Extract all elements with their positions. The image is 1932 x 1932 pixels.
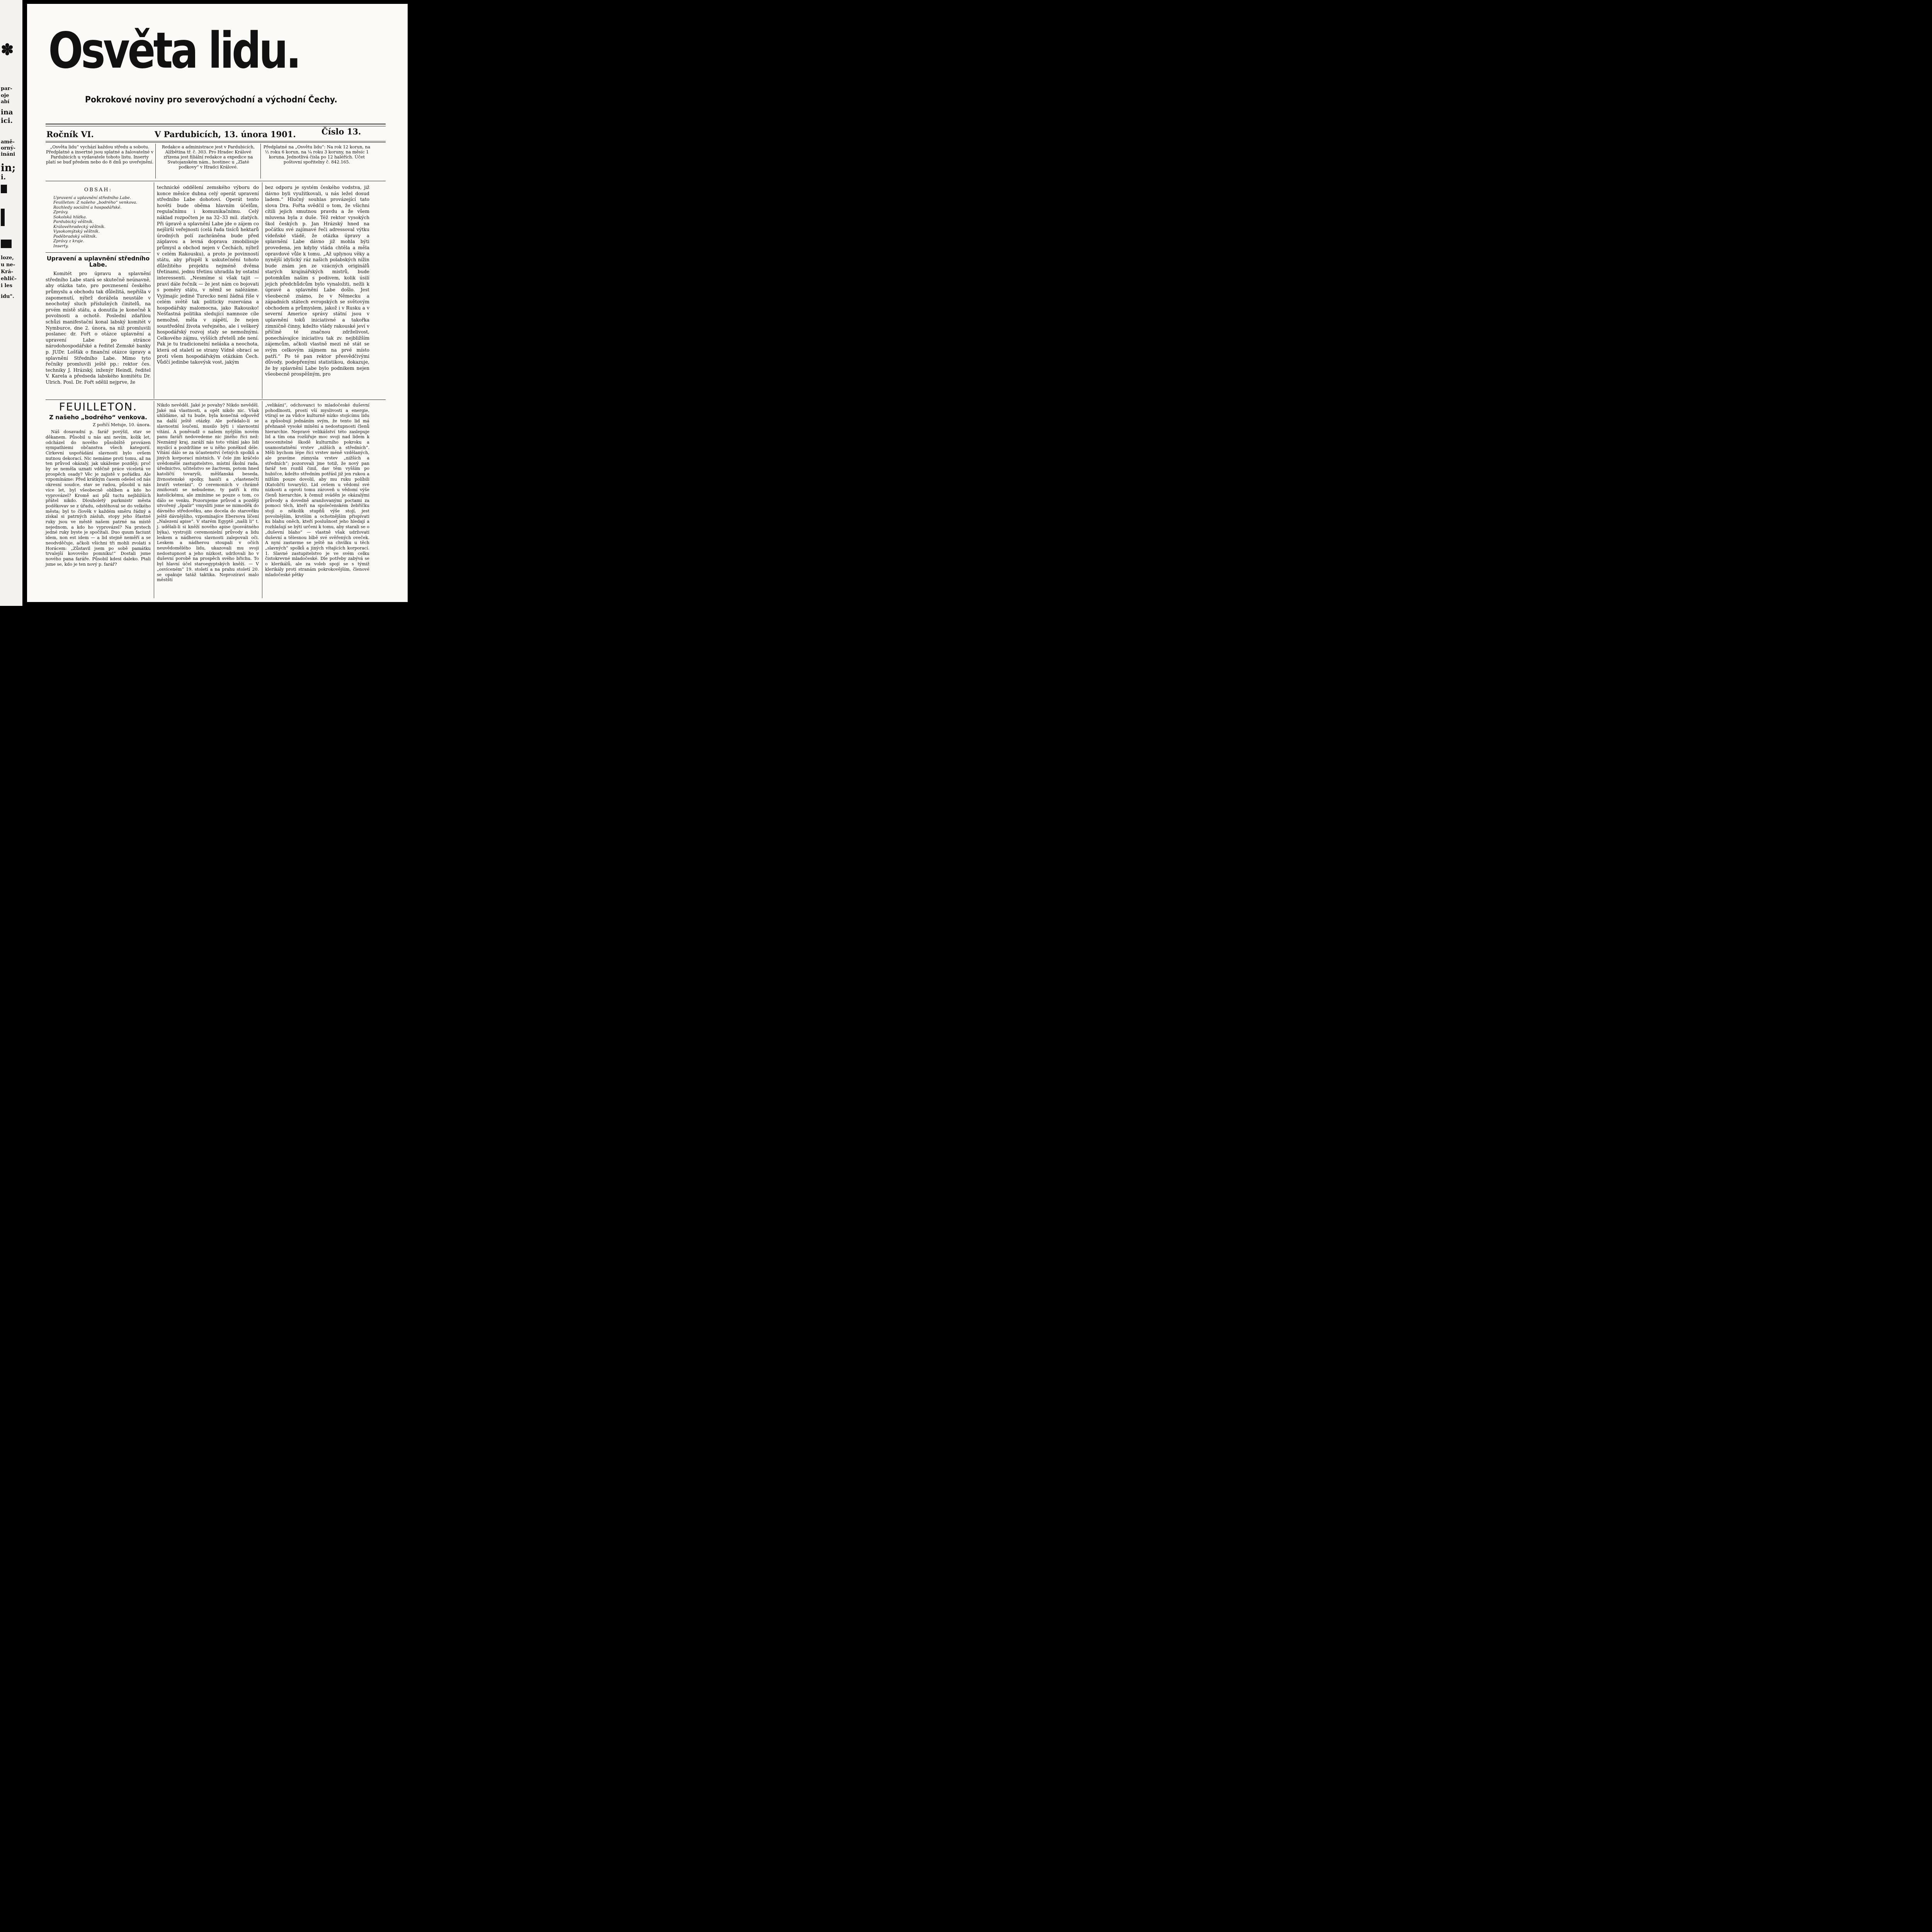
- place-date: V Pardubicích, 13. února 1901.: [155, 129, 296, 139]
- contents-item[interactable]: Sokolská hlídka.: [53, 214, 87, 219]
- edge-fragment: oje: [1, 93, 9, 99]
- edge-fragment: i les: [1, 283, 12, 289]
- edge-fragment: par-: [1, 86, 12, 92]
- edge-fragment: ici.: [1, 117, 13, 125]
- article-column-1: [46, 185, 151, 386]
- newspaper-page: [27, 4, 408, 602]
- article-paragraph: technické oddělení zemského výboru do konce měsíce dubna celý operát upravení středního Labe dohotoví. Operát tento hověti bude oběma hlavním účelům, regulačnímu i komunikačnímu. Celý náklad rozpočten je na 32–33 mil. zlatých. Při úpravě a splavnění Labe jde o zájem co nejširší veřejnosti (celá řada tisíců hektarů úrodných polí zachráněna bude před záplavou a levná doprava zmobilisuje průmysl a obchod nejen v Čechách, nýbrž v celém Rakousku), a proto je povinností státu, aby přispěl k uskutečnění tohoto důležitého projektu nejméně dvěma třetinami, jednu třetinu uhradila by ostatní interessenti. „Nesmíme si však tajit — praví dále řečník — že jest nám co bojovati s poměry státu, v němž se nalézáme. Vyjímajíc jediné Turecko není žádná říše v celém světě tak politicky rozervána a hospodářsky malomocna, jako Rakousko! Nešťastná politika sledující namnoze cíle nemožné, měla v zápětí, že nejen soustředění života veřejného, ale i veškerý hospodářský rozvoj staly se nemožnými. Celkového zájmu, vyšších zřetelů zde není. Pak je tu tradicionelní neláska a neochota, která od staletí se strany Vídně obrací se proti všem hospodářským otázkám Čech. Vůdčí jedinbe takovýsk vost, jakým: [157, 185, 259, 365]
- article-paragraph: Komitét pro úpravu a splavnění středního Labe stará se skutečně neúnavně, aby otázka tato, pro povznesení českého průmyslu a obchodu tak důležitá, nepřišla v zapomenutí, nýbrž dorážela neustále v neochotný sluch příslušných činitelů, na prvém místě státu, a donutila je konečně k povolnosti a ochotě. Poslední zdařilou schůzi manifestační konal labský komitét v Nymburce, dne 2. února, na níž promluvili poslanec dr. Fořt o otázce uplavnění a upravení Labe po stránce národohospodářské a ředitel Zemské banky p. JUDr. Lošťák o finanční otázce úpravy a splavnění Středního Labe. Mimo tyto řečníky promluvili ještě pp.: rektor čes. techniky J. Hrázský, inženýr Heindl, ředitel V. Karela a předseda labského komitétu Dr. Ulrich. Posl. Dr. Fořt sdělil nejprve, že: [46, 271, 151, 385]
- article-column-3: [265, 185, 369, 378]
- divider: [46, 252, 151, 253]
- editorial-office-info: Redakce a administrace jest v Pardubicích, Alžbětina tř. č. 303. Pro Hradec Králové zřízena jest filiální redakce a expedice na Svatojanském nám., hostinec u „Zlaté podkovy“ v Hradci Králové.: [162, 145, 255, 170]
- edge-fragment: amě-: [1, 139, 15, 145]
- divider: [155, 144, 156, 179]
- newspaper-subtitle: Pokrokové noviny pro severovýchodní a východní Čechy.: [85, 95, 337, 105]
- divider: [260, 144, 261, 179]
- issue-number: Číslo 13.: [321, 127, 361, 136]
- edge-fragment: ina: [1, 108, 13, 116]
- edge-fragment: ehlič-: [1, 276, 17, 282]
- article-paragraph: bez odporu je systém českého vodstva, již dávno byli využitkovali, u nás ležel dosud ladem.“ Hlučný souhlas provázející tato slova Dra. Fořta svědčil o tom, že všichni cítili jejich smutnou pravdu a že všem mluvena byla z duše. Též rektor vysokých škol českých p. Jan Hrázský hned na počátku své zajímavé řeči adressoval výtku vídeňské vládě, že otázka úpravy a splavnění Labe dávno již mohla býti provedena, jen kdyby vláda chtěla a měla opravdové vůle k tomu. „Až uplynou věky a nynější idylický ráz našich polabských nížin bude znám jen ze vzácných originálů starých krajinářských mistrů, bude potomkům našim s podivem, kolik úsilí jejich předchůdcům bylo vynaložiti, nežli k úpravě a splavnění Labe došlo. Jest všeobecně známo, že v Německu a západních státech evropských se světovým obchodem a průmyslem, jakož i v Rusku a v severní Americe správy státní jsou v uplavnění toků iniciativné a takořka zimničně činny, kdežto vlády rakouské jeví v příčině té značnou zdrželivost, ponechávajíce iniciativu tak zv. nejbližším zájemcům, ačkoli vlastně mezi ně stát se svým celkovým zájmem na prvé místo patří.“ Po té pan rektor přesvědčivými důvody, podepřenými statistikou, dokazuje, že by splavnění Labe bylo podnikem nejen všeobecně prospěšným, pro: [265, 185, 369, 377]
- contents-item[interactable]: Inserty.: [53, 243, 69, 248]
- feuilleton-column-2: [157, 403, 259, 583]
- subscription-info: Předplatné na „Osvětu lidu“: Na rok 12 korun, na ½ roku 6 korun, na ¼ roku 3 koruny, na měsíc 1 koruna. Jednotlivá čísla po 12 haléřích. Účet poštovní spořitelny č. 842.165.: [263, 145, 371, 165]
- edge-fragment: u ne-: [1, 262, 15, 268]
- edge-block: [1, 185, 7, 193]
- feuilleton-paragraph: „velikáni“, odchovanci to mladočeské duševní pohodlnosti, prostí vší myslivosti a energie, vtírají se za vůdce kulturně nízko stojícímu lidu a způsobují jednáním svým, že tento lid má přehnaně vysoké mínění a nedostupnosti členů hierarchie. Nepravé velikášství této zaslepuje lid a tím ona rozšiřuje moc svoji nad lidem k neocenitelné škodě kulturního pokroku a usamostatnění vrstev „nižších a středních“. Měli bychom lépe říci vrstev méně vzdělaných, ale pravíme zúmysla vrstev „nižších a středních“; pozorovali jme totiž, že nový pan farář ten rozdíl činil, dav těm vyšším po hubičce, kdežto středním potřásl již jen rukou a nižším pouze dovolil, aby mu ruku políbili (Katoličtí tovaryši). Lid ovšem u vědomí své nízkosti a oproti tomu zároveň u vědomí výše členů hierarchie, k čemuž sváděn je okázalými průvody a dovedně aranžovanými poctami za pomoci těch, kteří na společenském žebříčku stojí o několik stupňů výše stojí, jest povolnějším, krotším a ochotnějším přispívati ku blahu oněch, kteří poslušnost jeho hledají a rozhlašují se býti určeni k tomu, aby starali se o „duševní blaho“ — vlastně však udržovati duševní a tělesnou blbě své svěřených oveček. A nyní zastavme se ještě na chvilku u těch „slavných“ spolků a jiných vítajících korporací. 1. Slavné zastupitelstvo je ve svém celku čistokrevné mladočeské. Dle potřeby zabývá se o klerikálů, ale za voleb spojí se s týmiž klerikály proti stranám pokrokovějším, členové mladočeské pětky: [265, 403, 369, 577]
- edge-fragment: in;: [1, 162, 16, 174]
- contents-item[interactable]: Zprávy.: [53, 210, 69, 215]
- volume-label: Ročník VI.: [46, 129, 94, 139]
- newspaper-title: Osvěta lidu.: [48, 22, 299, 80]
- contents-item[interactable]: Feuilleton: Z našeho „bodrého“ venkova.: [53, 200, 138, 205]
- feuilleton-column-1: [46, 400, 151, 567]
- article-column-2: [157, 185, 259, 366]
- divider: [46, 142, 386, 143]
- contents-item[interactable]: Podĕbradský věštník.: [53, 234, 97, 239]
- contents-item[interactable]: Zprávy z kraje.: [53, 239, 84, 244]
- edge-fragment: i.: [1, 173, 6, 181]
- publication-info: „Osvěta lidu“ vychází každou středu a sobotu. Předplatné a insertné jsou splatné a žalovatelné v Pardubicích u vydavatele tohoto listu. Inserty platí se buď předem nebo do 8 dnů po uveřejnění.: [46, 145, 154, 165]
- feuilleton-heading: FEUILLETON.: [59, 400, 138, 413]
- contents-item[interactable]: Vysokomýtský věštník.: [53, 229, 100, 234]
- feuilleton-title: Z našeho „bodrého“ venkova.: [49, 413, 147, 421]
- edge-fragment: idu".: [1, 294, 14, 299]
- edge-block: [1, 240, 12, 248]
- article-title: Upravení a uplavnění středního Labe.: [46, 255, 150, 268]
- edge-fragment: Krá-: [1, 269, 13, 275]
- ornament-icon: ✽: [1, 41, 14, 59]
- feuilleton-paragraph: Náš dosavadní p. farář povýšil, stav se děkanem. Působil u nás ani nevím, kolik let, odcházel do nového působiště provázen sympathiemi občanstva všech kategorií. Církevní uspořádání slavnosti bylo ovšem nutnou dekorací. Nic nemáme proti tomu, až na ten průvod okázalý, jak ukážeme později; proč by se neměla uznati vděčně práce víceletá ve prospěch osady? Věc je zajistě v pořádku. Ale vzpomínáme: Před krátkým časem odešel od nás okresní soudce, stav se radou, působil u nás více let, byl všeobecně oblíben a kdo ho vyprovázel? Kromě asi půl tuctu nejbližších přátel nikdo. Dlouholetý purkmistr města poděkovav se z úřadu, odstěhoval se do velkého města; byl to člověk v každém směru řádný a získal si patrných zásluh, stopy jeho šťastné ruky jsou ve městě našem patrné na místě nejednom, a kdo ho vyprovázel? Na prstech jedné ruky byste je spočítali. Duo quum faciunt idem, non est idem — a lid stejně neměří a se neodvděčuje, ačkoli všichni tři mohli zvolati s Horácem: „Zůstavil jsem po sobě památku trvalejší kovového pomníku!“ Dostali jsme nového pana faráře. Působil kdesi daleko. Ptali jsme se, kdo je ten nový p. farář?: [46, 429, 151, 567]
- contents-item[interactable]: Upravení a uplavnění středního Labe.: [53, 195, 131, 200]
- edge-fragment: ináni: [1, 151, 15, 157]
- feuilleton-column-3: [265, 403, 369, 577]
- contents-item[interactable]: Rozhledy sociální a hospodářské.: [53, 205, 122, 210]
- edge-block: [1, 209, 5, 226]
- contents-heading: OBSAH:: [84, 187, 112, 193]
- previous-page-edge: [0, 0, 22, 606]
- contents-item[interactable]: Pardubický věštník.: [53, 219, 94, 224]
- contents-item[interactable]: Královéhradecký věštník.: [53, 224, 106, 229]
- edge-fragment: loze,: [1, 255, 14, 261]
- edge-fragment: abí: [1, 99, 10, 105]
- feuilleton-paragraph: Nikdo nevěděl. Jaké je povahy? Nikdo nevěděl. Jaké má vlastnosti, a opět nikdo nic. Však uhlídáme, až tu bude, byla konečná odpověď na další ještě otázky. Ale pořádalo-li se slavnostní loučení, musilo býti i slavnostní vítání. A poněvadž o našem nyějším novém panu faráři nedovedeme nic jiného říci než: Neznámý kraj, zaráží nás toto vítání jako lidi myslící a pozdržíme se u něho poněkud déle. Vítání dálo se za účastenství četných spolků a jiných korporací místních. V čele jim kráčelo uvědomělé zastupitelstvo, místní školní rada, úřednictvo, učitelstvo se žactvem, potom hned katoličtí tovaryši, měšťanská beseda, živnostenské spolky, hasiči a „vlastenečtí bratří veteráni“. O ceremoniích v chrámě zmiňovati se nebudeme, ty patří k ritu katolickému, ale zmíníme se pouze o tom, co dálo se venku. Pozorujeme průvod a později utvořený „špalír“ vmysliti jsme se mimoděk do dávného středověku, ano docela do starověku ještě dávnějšího, vzpomínajíce Ebersova líčení „Nalezení apise“. V starém Egyptě „našli li“ t. j. udělali-li si kněží nového apise (posvátného býka), vystrojili ceremonielní průvody a lidu leskem a nádherou slavnosti zalepovali oči. Leskem a nádherou stoupali v očích neuvědomělého lidu, ukazovali mu svoji nedostupnost a jeho nízkost, udržovali ho v duševní porobě na prospěch svého břichu. To byl hlavní účel staroegyptských kněží. — V „osvíceném“ 19. století a na prahu století 20. se opakuje tatáž taktika. Neprozíraví malo městští: [157, 403, 259, 583]
- edge-fragment: orný-: [1, 145, 15, 151]
- feuilleton-dateline: Z pořičí Metuje, 10. února.: [92, 422, 151, 428]
